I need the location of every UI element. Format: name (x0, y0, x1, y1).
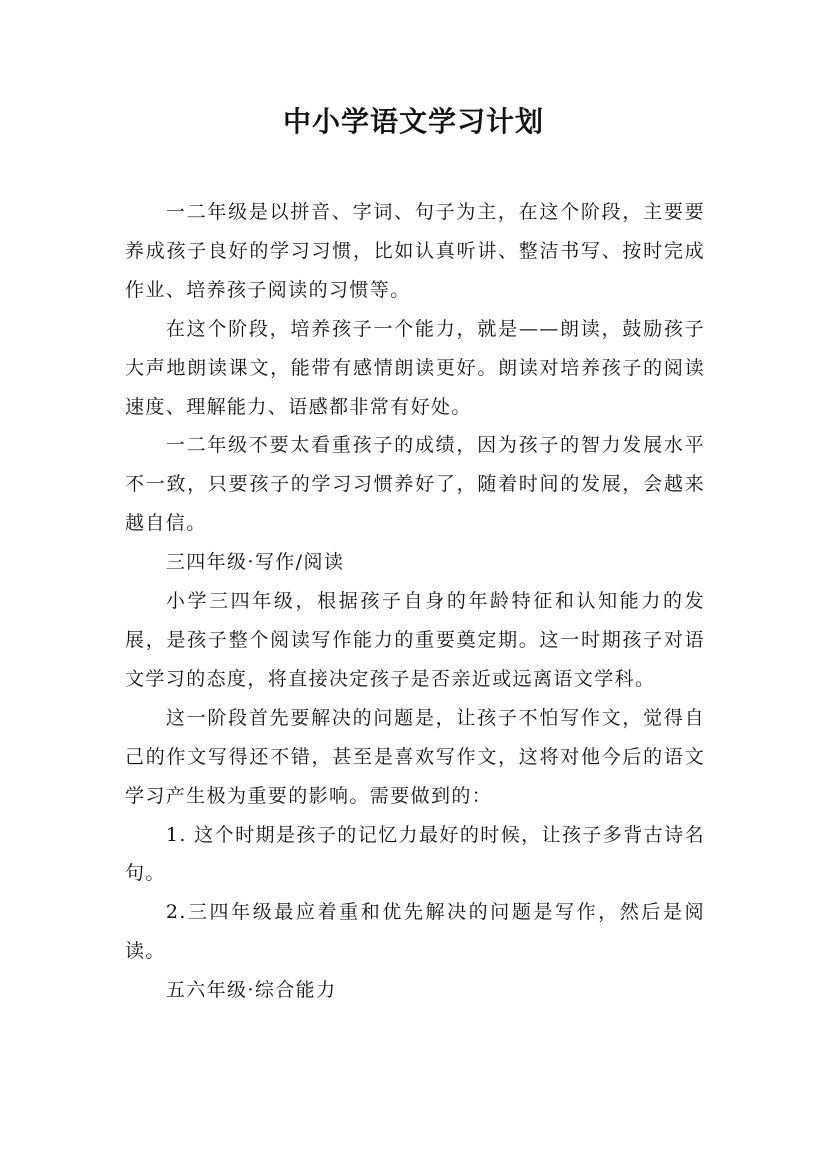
document-title: 中小学语文学习计划 (282, 105, 544, 138)
paragraph-reading-aloud: 在这个阶段，培养孩子一个能力，就是——朗读，鼓励孩子大声地朗读课文，能带有感情朗读更好。朗读对培养孩子的阅读速度、理解能力、语感都非常有好处。 (125, 317, 705, 418)
document-body (125, 193, 705, 1010)
section-heading-grade-3-4: 三四年级·写作/阅读 (165, 551, 345, 574)
paragraph-grades-not-important: 一二年级不要太看重孩子的成绩，因为孩子的智力发展水平不一致，只要孩子的学习习惯养好了，随着时间的发展，会越来越自信。 (125, 434, 705, 535)
paragraph-grade-1-2-intro: 一二年级是以拼音、字词、句子为主，在这个阶段，主要要养成孩子良好的学习习惯，比如认真听讲、整洁书写、按时完成作业、培养孩子阅读的习惯等。 (125, 201, 705, 301)
paragraph-writing-problem: 这一阶段首先要解决的问题是，让孩子不怕写作文，觉得自己的作文写得还不错，甚至是喜欢写作文，这将对他今后的语文学习产生极为重要的影响。需要做到的： (125, 706, 705, 807)
list-item-2: 2.三四年级最应着重和优先解决的问题是写作，然后是阅读。 (125, 901, 705, 963)
list-item-1: 1. 这个时期是孩子的记忆力最好的时候，让孩子多背古诗名句。 (125, 823, 705, 885)
section-heading-grade-5-6: 五六年级·综合能力 (165, 979, 337, 1002)
paragraph-grade-3-4-intro: 小学三四年级，根据孩子自身的年龄特征和认知能力的发展，是孩子整个阅读写作能力的重要奠定期。这一时期孩子对语文学习的态度，将直接决定孩子是否亲近或远离语文学科。 (125, 590, 705, 690)
